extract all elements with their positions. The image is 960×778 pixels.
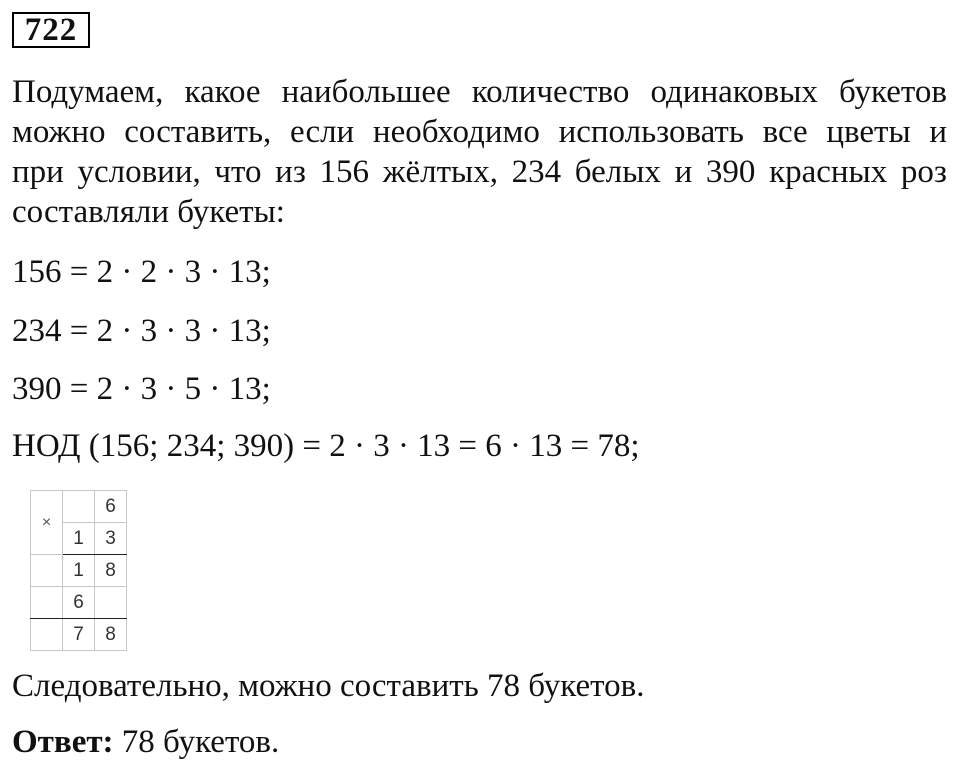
answer-text: 78 букетов. (113, 724, 280, 760)
calc-cell: 6 (95, 491, 127, 523)
gcd-equation: НОД (156; 234; 390) = 2 · 3 · 13 = 6 · 13 = 78; (12, 428, 640, 464)
word: Подумаем, (12, 74, 164, 110)
calc-cell: 6 (63, 587, 95, 619)
calc-cell: 1 (63, 523, 95, 555)
calc-cell (31, 587, 63, 619)
word: что (214, 154, 262, 190)
word: красных (769, 154, 888, 190)
calc-cell: 8 (95, 619, 127, 651)
factorization-234: 234 = 2 · 3 · 3 · 13; (12, 313, 271, 349)
word: использовать (558, 114, 744, 150)
column-multiplication (30, 490, 127, 651)
paragraph-line-1 (12, 72, 947, 112)
word: составляли букеты: (12, 194, 285, 230)
word: все (762, 114, 808, 150)
calc-cell (31, 555, 63, 587)
word: белых (574, 154, 661, 190)
word: 156 (319, 154, 370, 190)
word: 390 (705, 154, 756, 190)
paragraph-line-4 (12, 192, 947, 232)
answer-line (12, 722, 279, 762)
paragraph-line-2 (12, 112, 947, 152)
calc-cell (31, 619, 63, 651)
calc-cell (95, 587, 127, 619)
calc-cell: 8 (95, 555, 127, 587)
word: наибольшее (281, 74, 451, 110)
word: букетов (838, 74, 947, 110)
problem-number: 722 (12, 12, 90, 48)
word: роз (900, 154, 947, 190)
calc-cell: 7 (63, 619, 95, 651)
word: 234 (511, 154, 562, 190)
answer-label: Ответ: (12, 724, 114, 760)
problem-paragraph (12, 72, 947, 232)
word: если (289, 114, 355, 150)
word: при (12, 154, 64, 190)
multiply-sign: × (31, 491, 63, 555)
factorization-390: 390 = 2 · 3 · 5 · 13; (12, 371, 271, 407)
word: одинаковых (650, 74, 818, 110)
word: составить, (124, 114, 272, 150)
factorization-156: 156 = 2 · 2 · 3 · 13; (12, 254, 271, 290)
calc-cell (63, 491, 95, 523)
word: необходимо (372, 114, 540, 150)
word: и (674, 154, 693, 190)
word: можно (12, 114, 106, 150)
word: из (275, 154, 306, 190)
paragraph-line-3 (12, 152, 947, 192)
conclusion-text: Следовательно, можно составить 78 букетов. (12, 668, 645, 704)
calc-cell: 3 (95, 523, 127, 555)
word: жёлтых, (382, 154, 498, 190)
word: какое (184, 74, 261, 110)
word: и (929, 114, 947, 150)
word: условии, (77, 154, 201, 190)
word: количество (471, 74, 630, 110)
word: цветы (826, 114, 911, 150)
calc-cell: 1 (63, 555, 95, 587)
